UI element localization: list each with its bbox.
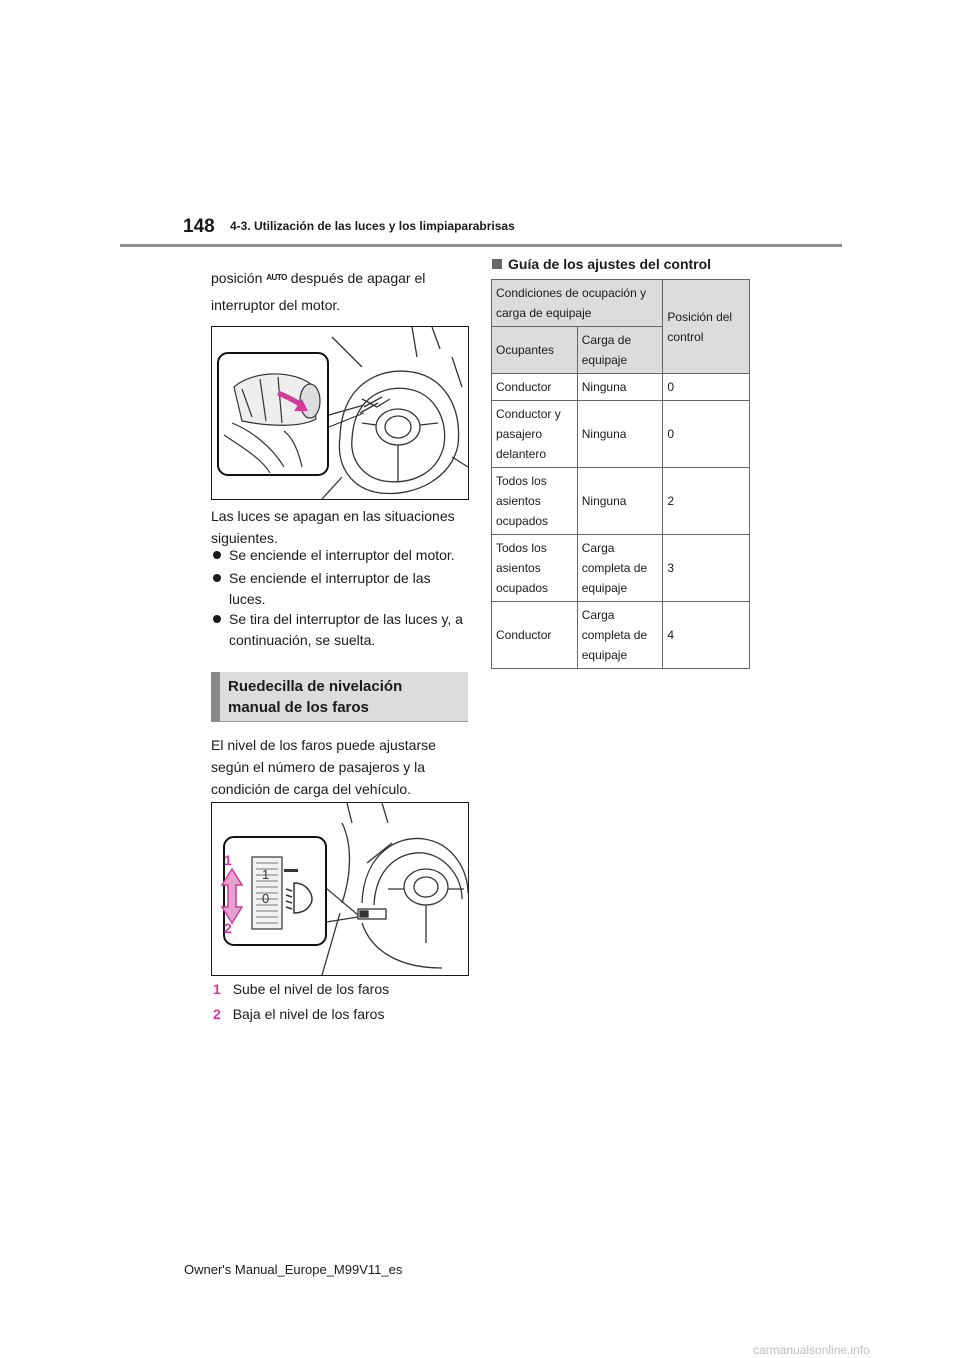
guide-title-text: Guía de los ajustes del control xyxy=(508,256,712,272)
dial-label-zero: 0 xyxy=(262,891,270,906)
cell-load: Carga completa de equipaje xyxy=(577,535,663,602)
table-row xyxy=(492,468,750,535)
header-occupants: Ocupantes xyxy=(492,327,578,374)
table-row xyxy=(492,401,750,468)
cell-occupants: Conductor xyxy=(492,374,578,401)
section-heading-text: Ruedecilla de nivelación manual de los faros xyxy=(228,678,403,716)
leveling-dial-illustration xyxy=(212,803,468,975)
square-bullet-icon xyxy=(492,259,502,269)
bullet-item xyxy=(213,609,475,651)
bullet-icon xyxy=(213,615,221,623)
intro-before: posición xyxy=(211,270,263,286)
dial-label-one: 1 xyxy=(262,867,270,882)
step-item xyxy=(213,978,389,1000)
cell-position: 3 xyxy=(663,535,750,602)
step-number: 1 xyxy=(213,981,221,997)
cell-occupants: Todos los asientos ocupados xyxy=(492,535,578,602)
callout-one: 1 xyxy=(224,852,232,868)
step-text: Sube el nivel de los faros xyxy=(232,981,390,997)
page-number: 148 xyxy=(183,216,215,237)
table-row xyxy=(492,535,750,602)
bullet-icon xyxy=(213,551,221,559)
intro-text-line2: interruptor del motor. xyxy=(211,297,341,313)
control-settings-table xyxy=(491,279,750,669)
header-load: Carga de equipaje xyxy=(577,327,663,374)
step-number: 2 xyxy=(213,1006,221,1022)
header-conditions: Condiciones de ocupación y carga de equipaje xyxy=(492,280,663,327)
header-divider xyxy=(120,244,842,247)
section-heading xyxy=(211,672,468,722)
cell-load: Ninguna xyxy=(577,468,663,535)
intro-text xyxy=(211,267,471,289)
cell-load: Ninguna xyxy=(577,374,663,401)
cell-occupants: Conductor xyxy=(492,602,578,669)
table-row xyxy=(492,602,750,669)
guide-title xyxy=(492,256,711,272)
leveling-dial-figure xyxy=(211,802,469,976)
auto-symbol: AUTO xyxy=(266,273,287,282)
section-title: 4-3. Utilización de las luces y los limpiaparabrisas xyxy=(230,219,515,233)
step-text: Baja el nivel de los faros xyxy=(232,1006,385,1022)
cell-position: 0 xyxy=(663,401,750,468)
bullet-text: Se tira del interruptor de las luces y, a continuación, se suelta. xyxy=(229,611,463,648)
table-row xyxy=(492,374,750,401)
intro-after: después de apagar el xyxy=(290,270,426,286)
watermark: carmanualsonline.info xyxy=(753,1343,870,1357)
header-position: Posición del control xyxy=(663,280,750,374)
bullet-item xyxy=(213,545,473,566)
cell-load: Ninguna xyxy=(577,401,663,468)
cell-load: Carga completa de equipaje xyxy=(577,602,663,669)
bullet-text: Se enciende el interruptor del motor. xyxy=(229,547,455,563)
cell-position: 2 xyxy=(663,468,750,535)
bullet-text: Se enciende el interruptor de las luces. xyxy=(229,570,431,607)
bullet-item xyxy=(213,568,448,610)
table-header-row xyxy=(492,280,750,327)
manual-name: Owner's Manual_Europe_M99V11_es xyxy=(184,1262,403,1277)
callout-two: 2 xyxy=(224,920,232,936)
level-text: El nivel de los faros puede ajustarse según el número de pasajeros y la condición de carga del vehículo. xyxy=(211,737,436,797)
cell-position: 0 xyxy=(663,374,750,401)
step-item xyxy=(213,1003,384,1025)
cell-occupants: Conductor y pasajero delantero xyxy=(492,401,578,468)
light-switch-figure xyxy=(211,326,469,500)
light-switch-illustration xyxy=(212,327,468,499)
lights-off-text: Las luces se apagan en las situaciones siguientes. xyxy=(211,508,455,546)
bullet-icon xyxy=(213,574,221,582)
cell-occupants: Todos los asientos ocupados xyxy=(492,468,578,535)
cell-position: 4 xyxy=(663,602,750,669)
